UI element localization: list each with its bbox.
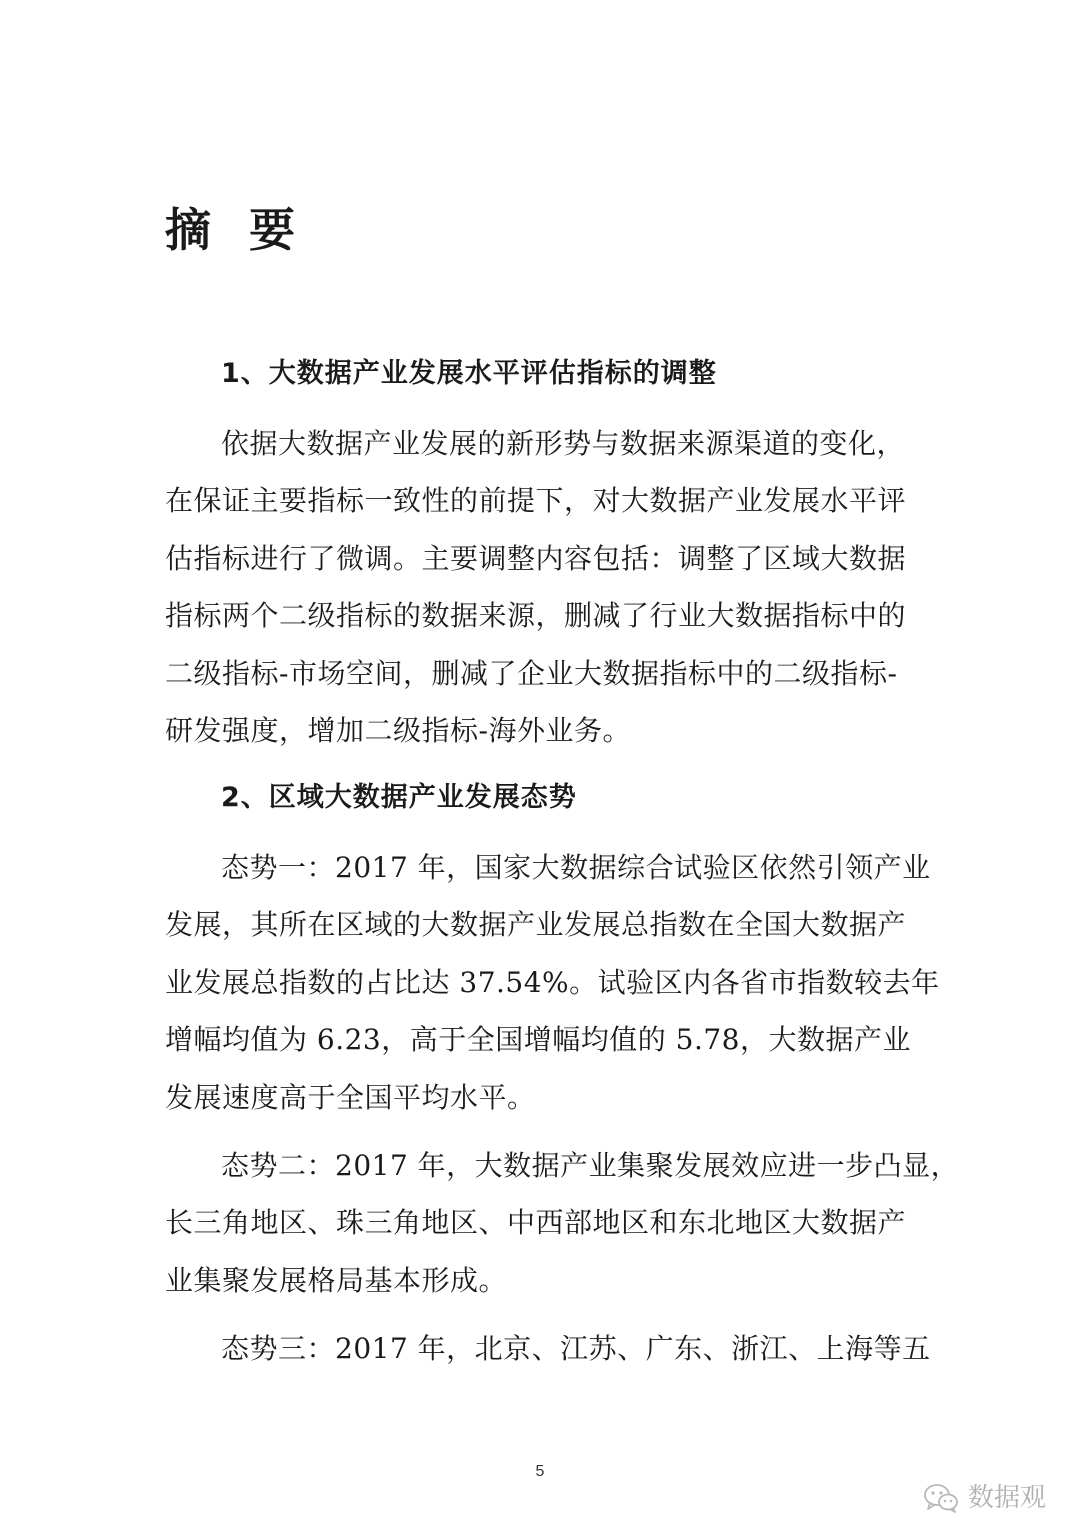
watermark [922, 1478, 1046, 1518]
paragraph-s2-p3 [165, 1320, 931, 1377]
paragraph-line: 发展速度高于全国平均水平。 [165, 1080, 536, 1114]
paragraph-line: 态势三：2017 年，北京、江苏、广东、浙江、上海等五 [221, 1332, 931, 1365]
watermark-text: 数据观 [967, 1483, 1046, 1513]
paragraph-line: 长三角地区、珠三角地区、中西部地区和东北地区大数据产 [165, 1206, 907, 1240]
paragraph-s2-p2 [165, 1137, 960, 1309]
paragraph-line: 增幅均值为 6.23，高于全国增幅均值的 5.78，大数据产业 [165, 1023, 911, 1057]
page-number: 5 [535, 1463, 545, 1480]
paragraph-line: 态势一：2017 年，国家大数据综合试验区依然引领产业 [221, 851, 931, 884]
section-heading-2: 2、区域大数据产业发展态势 [221, 782, 577, 813]
paragraph-line: 研发强度，增加二级指标-海外业务。 [165, 713, 631, 747]
wechat-icon [922, 1482, 960, 1514]
paragraph-line: 业发展总指数的占比达 37.54%。试验区内各省市指数较去年 [165, 965, 940, 999]
paragraph-line: 指标两个二级指标的数据来源，删减了行业大数据指标中的 [165, 599, 907, 633]
paragraph-line: 二级指标-市场空间，删减了企业大数据指标中的二级指标- [165, 656, 898, 690]
paragraph-line: 业集聚发展格局基本形成。 [165, 1263, 508, 1297]
paragraph-line: 依据大数据产业发展的新形势与数据来源渠道的变化， [221, 427, 906, 460]
paragraph-line: 在保证主要指标一致性的前提下，对大数据产业发展水平评 [165, 484, 907, 518]
page-title: 摘 要 [165, 203, 298, 257]
paragraph-s2-p1 [165, 839, 940, 1126]
paragraph-line: 发展，其所在区域的大数据产业发展总指数在全国大数据产 [165, 908, 907, 942]
paragraph-s1-p1 [165, 415, 925, 759]
paragraph-line: 估指标进行了微调。主要调整内容包括：调整了区域大数据 [165, 541, 907, 575]
section-heading-1: 1、大数据产业发展水平评估指标的调整 [221, 358, 717, 389]
paragraph-line: 态势二：2017 年，大数据产业集聚发展效应进一步凸显， [221, 1149, 960, 1182]
